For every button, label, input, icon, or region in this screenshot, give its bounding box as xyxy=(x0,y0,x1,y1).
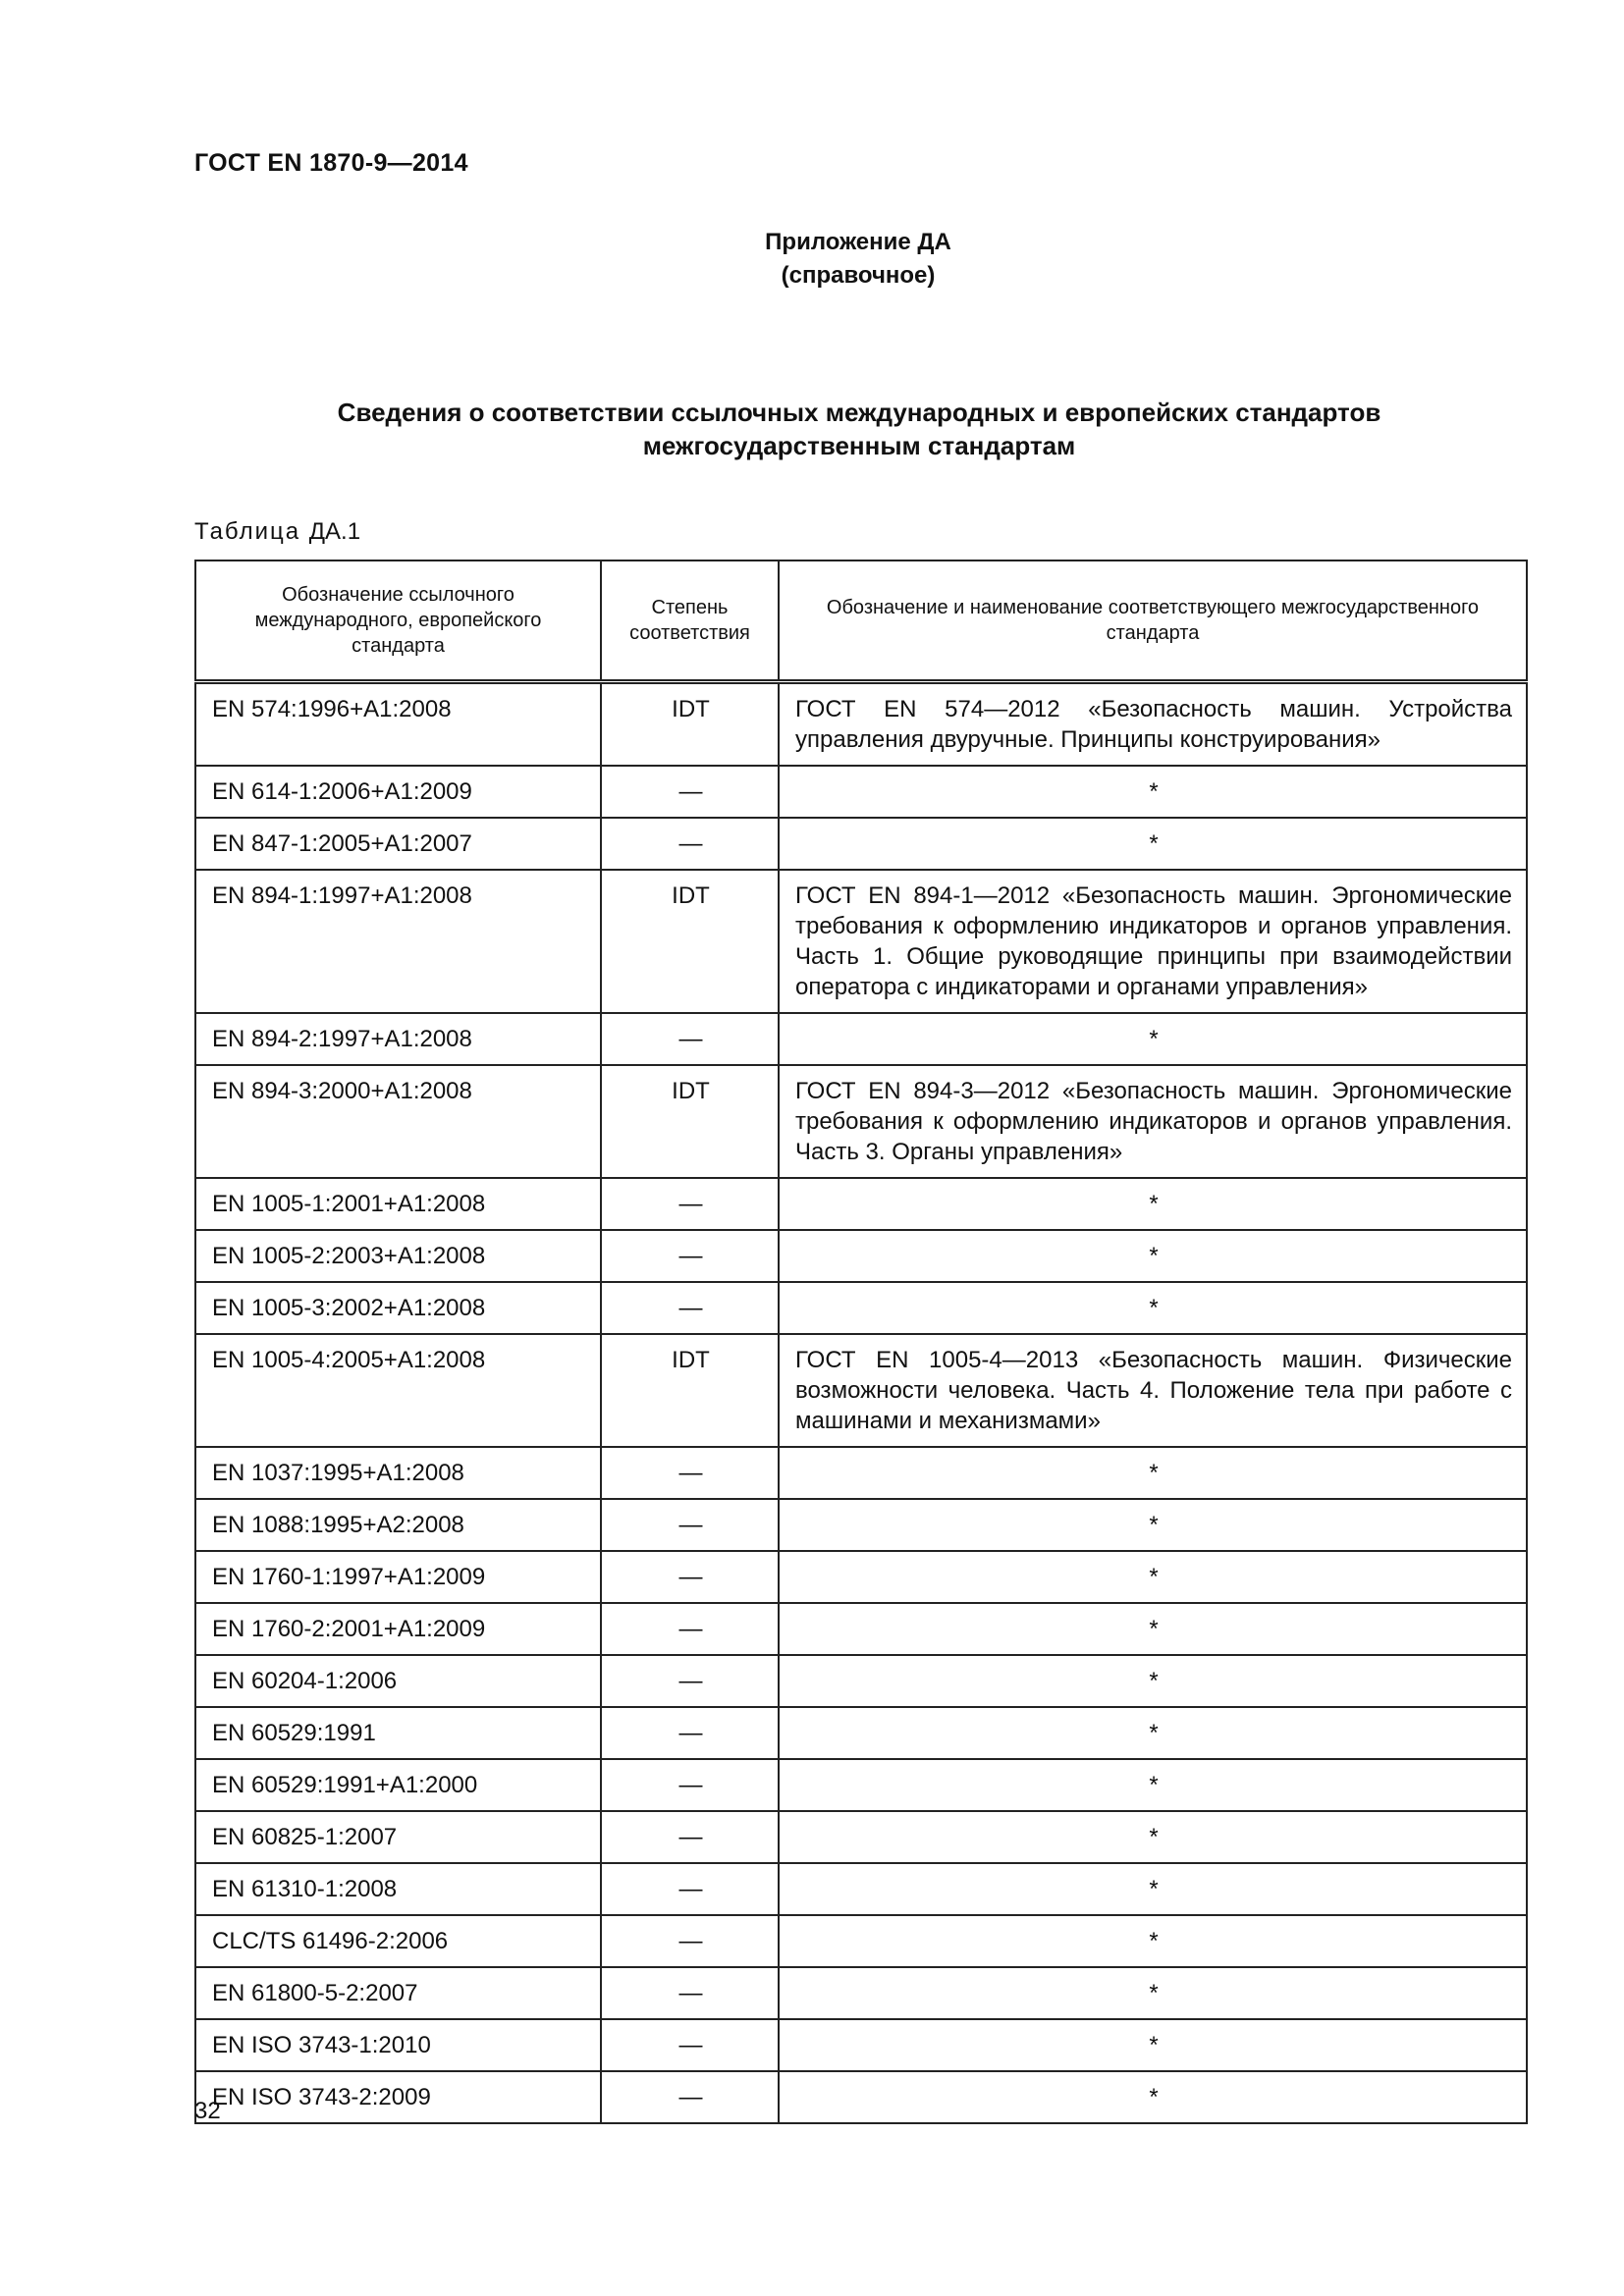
reference-standard-cell: EN 1005-1:2001+A1:2008 xyxy=(195,1178,601,1230)
interstate-standard-cell: * xyxy=(779,1282,1527,1334)
interstate-standard-cell: * xyxy=(779,2019,1527,2071)
document-code: ГОСТ EN 1870-9—2014 xyxy=(194,149,468,177)
degree-cell: — xyxy=(601,1230,779,1282)
table-row xyxy=(195,1603,1527,1655)
interstate-standard-cell: * xyxy=(779,1178,1527,1230)
degree-cell: — xyxy=(601,766,779,818)
interstate-standard-cell: ГОСТ EN 574—2012 «Безопасность машин. Устройства управления двуручные. Принципы конструирования» xyxy=(779,682,1527,767)
degree-cell: IDT xyxy=(601,1065,779,1178)
interstate-standard-cell: * xyxy=(779,1967,1527,2019)
reference-standard-cell: EN ISO 3743-1:2010 xyxy=(195,2019,601,2071)
appendix-heading xyxy=(0,226,1624,293)
degree-cell: — xyxy=(601,1707,779,1759)
degree-cell: — xyxy=(601,1499,779,1551)
header-interstate-standard: Обозначение и наименование соответствующего межгосударственного стандарта xyxy=(779,561,1527,682)
appendix-subtitle: (справочное) xyxy=(781,262,936,289)
header-reference-standard: Обозначение ссылочного международного, европейского стандарта xyxy=(195,561,601,682)
interstate-standard-cell: * xyxy=(779,1499,1527,1551)
table-row xyxy=(195,1282,1527,1334)
interstate-standard-cell: ГОСТ EN 1005-4—2013 «Безопасность машин. Физические возможности человека. Часть 4. Положение тела при работе с машинами и механизмами» xyxy=(779,1334,1527,1447)
degree-cell: — xyxy=(601,1915,779,1967)
reference-standard-cell: EN 60825-1:2007 xyxy=(195,1811,601,1863)
degree-cell: — xyxy=(601,1603,779,1655)
interstate-standard-cell: * xyxy=(779,1759,1527,1811)
reference-standard-cell: EN 61310-1:2008 xyxy=(195,1863,601,1915)
table-row xyxy=(195,1915,1527,1967)
section-title-line1: Сведения о соответствии ссылочных международных и европейских стандартов xyxy=(337,398,1381,427)
degree-cell: — xyxy=(601,1178,779,1230)
table-caption-word: Таблица xyxy=(194,518,301,545)
table-row xyxy=(195,1759,1527,1811)
degree-cell: — xyxy=(601,818,779,870)
degree-cell: — xyxy=(601,1863,779,1915)
table-body xyxy=(195,682,1527,2124)
reference-standard-cell: EN 61800-5-2:2007 xyxy=(195,1967,601,2019)
reference-standard-cell: EN 894-1:1997+A1:2008 xyxy=(195,870,601,1013)
reference-standard-cell: EN 1760-2:2001+A1:2009 xyxy=(195,1603,601,1655)
header-degree: Степень соответствия xyxy=(601,561,779,682)
degree-cell: IDT xyxy=(601,682,779,767)
reference-standard-cell: CLC/TS 61496-2:2006 xyxy=(195,1915,601,1967)
table-row xyxy=(195,818,1527,870)
degree-cell: IDT xyxy=(601,870,779,1013)
reference-standard-cell: EN 1037:1995+A1:2008 xyxy=(195,1447,601,1499)
reference-standard-cell: EN 847-1:2005+A1:2007 xyxy=(195,818,601,870)
degree-cell: — xyxy=(601,1282,779,1334)
reference-standard-cell: EN 614-1:2006+A1:2009 xyxy=(195,766,601,818)
interstate-standard-cell: * xyxy=(779,1811,1527,1863)
degree-cell: — xyxy=(601,2071,779,2123)
table-row xyxy=(195,1551,1527,1603)
table-header-row xyxy=(195,561,1527,682)
table-row xyxy=(195,1811,1527,1863)
page-number: 32 xyxy=(194,2098,221,2124)
table-row xyxy=(195,766,1527,818)
reference-standard-cell: EN 1005-4:2005+A1:2008 xyxy=(195,1334,601,1447)
table-row xyxy=(195,870,1527,1013)
reference-standard-cell: EN 574:1996+A1:2008 xyxy=(195,682,601,767)
reference-standards-table xyxy=(194,560,1528,2124)
table-row xyxy=(195,1178,1527,1230)
degree-cell: IDT xyxy=(601,1334,779,1447)
degree-cell: — xyxy=(601,1655,779,1707)
reference-standard-cell: EN 60529:1991+A1:2000 xyxy=(195,1759,601,1811)
reference-standard-cell: EN 894-2:1997+A1:2008 xyxy=(195,1013,601,1065)
reference-standard-cell: EN 1088:1995+A2:2008 xyxy=(195,1499,601,1551)
interstate-standard-cell: * xyxy=(779,1230,1527,1282)
reference-standard-cell: EN 1005-2:2003+A1:2008 xyxy=(195,1230,601,1282)
degree-cell: — xyxy=(601,1759,779,1811)
table-row xyxy=(195,2071,1527,2123)
section-title-line2: межгосударственным стандартам xyxy=(642,431,1076,460)
degree-cell: — xyxy=(601,1447,779,1499)
reference-standard-cell: EN ISO 3743-2:2009 xyxy=(195,2071,601,2123)
table-row xyxy=(195,1334,1527,1447)
interstate-standard-cell: * xyxy=(779,1707,1527,1759)
degree-cell: — xyxy=(601,1551,779,1603)
table-row xyxy=(195,1655,1527,1707)
table-row xyxy=(195,1863,1527,1915)
table-row xyxy=(195,1707,1527,1759)
interstate-standard-cell: * xyxy=(779,1863,1527,1915)
interstate-standard-cell: * xyxy=(779,2071,1527,2123)
table-row xyxy=(195,1499,1527,1551)
appendix-title: Приложение ДА xyxy=(765,229,951,255)
degree-cell: — xyxy=(601,1811,779,1863)
interstate-standard-cell: ГОСТ EN 894-1—2012 «Безопасность машин. Эргономические требования к оформлению индикаторов и органов управления. Часть 1. Общие руководящие принципы при взаимодействии оператора с индикаторами и органами управления» xyxy=(779,870,1527,1013)
degree-cell: — xyxy=(601,1967,779,2019)
interstate-standard-cell: * xyxy=(779,1013,1527,1065)
reference-standard-cell: EN 894-3:2000+A1:2008 xyxy=(195,1065,601,1178)
reference-standard-cell: EN 1005-3:2002+A1:2008 xyxy=(195,1282,601,1334)
reference-standard-cell: EN 1760-1:1997+A1:2009 xyxy=(195,1551,601,1603)
table-row xyxy=(195,682,1527,767)
interstate-standard-cell: * xyxy=(779,818,1527,870)
interstate-standard-cell: * xyxy=(779,1655,1527,1707)
table-row xyxy=(195,1065,1527,1178)
table-caption-number: ДА.1 xyxy=(308,518,361,545)
degree-cell: — xyxy=(601,1013,779,1065)
table-row xyxy=(195,1013,1527,1065)
interstate-standard-cell: * xyxy=(779,1447,1527,1499)
reference-standard-cell: EN 60529:1991 xyxy=(195,1707,601,1759)
interstate-standard-cell: * xyxy=(779,766,1527,818)
section-title xyxy=(194,396,1524,462)
table-caption xyxy=(194,518,360,546)
table-row xyxy=(195,1230,1527,1282)
table-row xyxy=(195,1447,1527,1499)
interstate-standard-cell: * xyxy=(779,1915,1527,1967)
interstate-standard-cell: * xyxy=(779,1603,1527,1655)
degree-cell: — xyxy=(601,2019,779,2071)
interstate-standard-cell: ГОСТ EN 894-3—2012 «Безопасность машин. Эргономические требования к оформлению индикаторов и органов управления. Часть 3. Органы управления» xyxy=(779,1065,1527,1178)
table-row xyxy=(195,1967,1527,2019)
table-row xyxy=(195,2019,1527,2071)
reference-standard-cell: EN 60204-1:2006 xyxy=(195,1655,601,1707)
interstate-standard-cell: * xyxy=(779,1551,1527,1603)
